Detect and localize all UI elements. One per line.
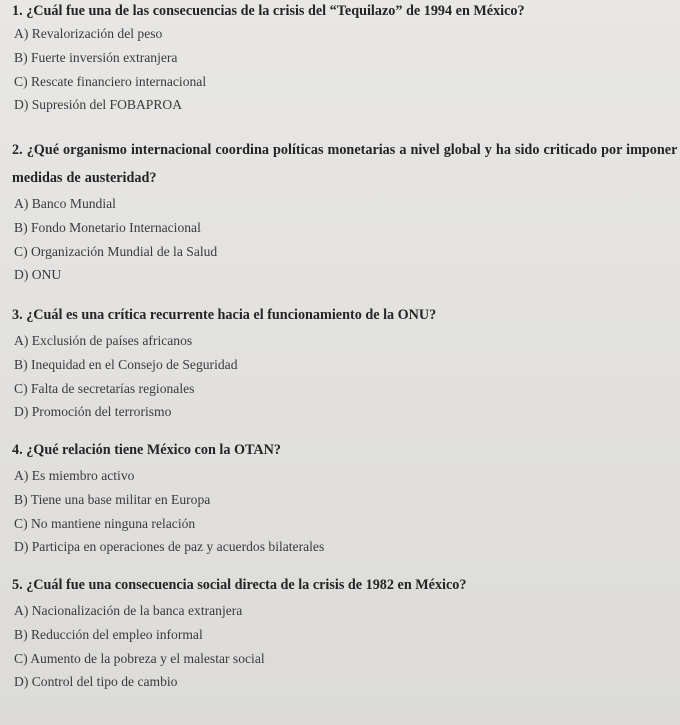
question-3-option-d: D) Promoción del terrorismo [14,404,172,420]
question-4 [0,437,680,559]
question-2-title: 2. ¿Qué organismo internacional coordina políticas monetarias a nivel global y ha sido criticado por imponer medidas de austeridad? [12,142,678,186]
question-4-option-c: C) No mantiene ninguna relación [14,515,196,531]
question-1-option-d: D) Supresión del FOBAPROA [14,97,183,113]
question-3-option-a: A) Exclusión de países africanos [14,333,193,348]
question-1 [0,0,680,117]
question-2-option-a: A) Banco Mundial [14,196,116,211]
question-5-title: 5. ¿Cuál fue una consecuencia social directa de la crisis de 1982 en México? [12,577,467,593]
question-2 [0,136,680,287]
question-5-option-c: C) Aumento de la pobreza y el malestar social [14,650,265,666]
question-4-option-d: D) Participa en operaciones de paz y acuerdos bilaterales [14,539,325,555]
question-1-option-b: B) Fuerte inversión extranjera [14,49,178,65]
question-1-title: 1. ¿Cuál fue una de las consecuencias de la crisis del “Tequilazo” de 1994 en México? [12,3,525,19]
question-2-option-b: B) Fondo Monetario Internacional [14,219,201,235]
question-5-option-d: D) Control del tipo de cambio [14,674,178,690]
question-1-option-a: A) Revalorización del peso [14,26,163,41]
question-5 [0,572,680,694]
question-1-option-c: C) Rescate financiero internacional [14,73,207,89]
question-3-title: 3. ¿Cuál es una crítica recurrente hacia el funcionamiento de la ONU? [12,307,437,323]
question-3-option-b: B) Inequidad en el Consejo de Seguridad [14,356,238,372]
question-3 [0,302,680,424]
question-2-option-d: D) ONU [14,267,62,283]
question-5-option-a: A) Nacionalización de la banca extranjera [14,603,243,618]
question-3-option-c: C) Falta de secretarías regionales [14,380,195,396]
question-4-option-a: A) Es miembro activo [14,468,135,483]
question-4-option-b: B) Tiene una base militar en Europa [14,491,211,507]
question-4-title: 4. ¿Qué relación tiene México con la OTAN? [12,442,281,458]
question-5-option-b: B) Reducción del empleo informal [14,626,203,642]
question-2-option-c: C) Organización Mundial de la Salud [14,243,218,259]
